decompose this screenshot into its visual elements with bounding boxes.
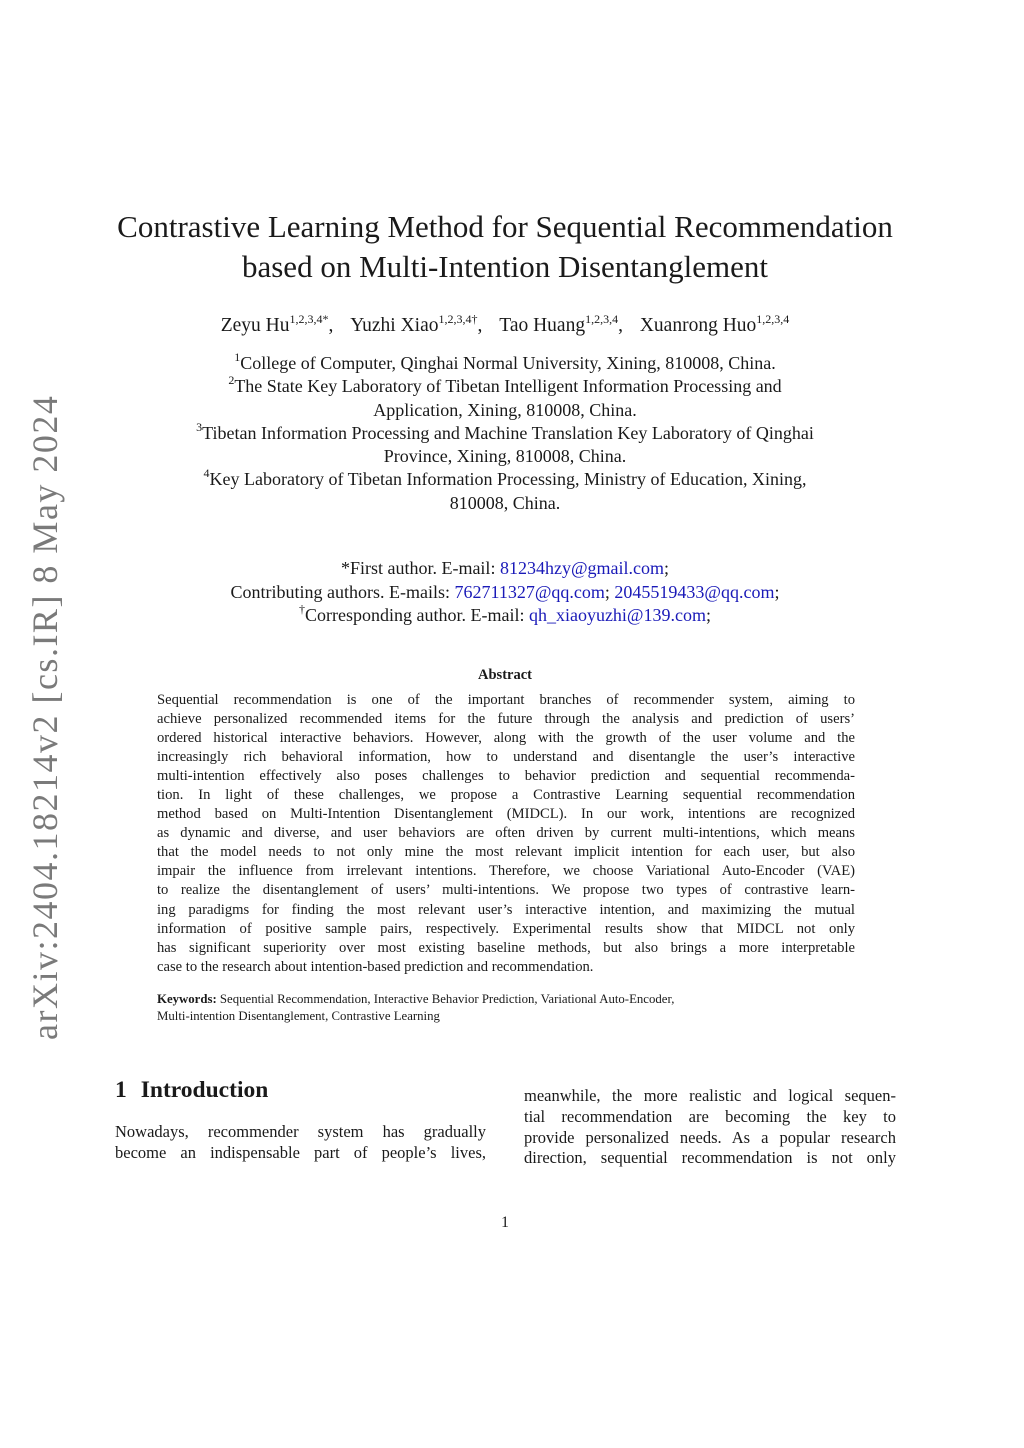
keywords bbox=[157, 991, 855, 1025]
abstract-line: impair the influence from irrelevant intentions. Therefore, we choose Variational Auto-Encoder (VAE) bbox=[157, 863, 855, 880]
author: Zeyu $Hu^{1,2,3,4*}$, bbox=[220, 312, 334, 336]
abstract-line: tion. In light of these challenges, we propose a Contrastive Learning sequential recommendation bbox=[157, 787, 855, 804]
first-author-contact: *First author. E-mail: 81234hzy@gmail.com; bbox=[340, 558, 670, 578]
email-link[interactable]: qh_xiaoyuzhi@139.com bbox=[528, 605, 706, 625]
abstract-line: ing paradigms for finding the most relevant user’s interactive intention, and maximizing the mutual bbox=[157, 901, 855, 918]
abstract-line: that the model needs to not only mine the most relevant implicit intention for each user, but also bbox=[157, 844, 855, 861]
author: Xuanrong Huo$^{1,2,3,4}$ bbox=[639, 312, 790, 336]
email-link[interactable]: 81234hzy@gmail.com bbox=[499, 558, 665, 578]
paper-title bbox=[100, 207, 910, 287]
body-column-left bbox=[115, 1122, 486, 1164]
email-link[interactable]: 2045519433@qq.com bbox=[614, 581, 775, 602]
affiliation: $^3$Tibetan Information Processing and Machine Translation Key Laboratory of Qinghai bbox=[196, 419, 814, 443]
author-list bbox=[100, 312, 910, 337]
title-line: based on Multi-Intention Disentanglement bbox=[241, 249, 769, 284]
abstract-line: has significant superiority over most existing baseline methods, but also brings a more interpretable bbox=[157, 939, 855, 956]
abstract-line: case to the research about intention-based prediction and recommendation. bbox=[157, 958, 594, 975]
contact-info bbox=[100, 557, 910, 628]
author: Tao Huang$^{1,2,3,4}$, bbox=[499, 312, 623, 336]
abstract-line: information of positive sample pairs, respectively. Experimental results show that MIDCL not only bbox=[157, 920, 855, 937]
abstract-heading: Abstract bbox=[478, 667, 532, 683]
body-line: direction, sequential recommendation is not only bbox=[524, 1148, 896, 1168]
affiliation: $^2$The State Key Laboratory of Tibetan Intelligent Information Processing and bbox=[228, 373, 782, 397]
abstract-line: increasingly rich behavioral information, how to understand and disentangle the user’s interactive bbox=[157, 749, 855, 766]
keywords-list-continued: Multi-intention Disentanglement, Contrastive Learning bbox=[157, 1009, 440, 1023]
abstract-line: multi-intention effectively also poses challenges to behavior prediction and sequential recommenda- bbox=[157, 768, 855, 785]
abstract-body bbox=[157, 691, 855, 977]
body-line: Nowadays, recommender system has gradually bbox=[115, 1122, 486, 1141]
abstract-line: ordered historical interactive behaviors. However, along with the growth of the user volume and the bbox=[157, 730, 855, 747]
affiliations bbox=[100, 352, 910, 515]
abstract-line: as dynamic and diverse, and user behaviors are often driven by current multi-intentions, which means bbox=[157, 825, 855, 842]
abstract-line: achieve personalized recommended items for the future through the analysis and prediction of users’ bbox=[157, 711, 855, 728]
body-line: become an indispensable part of people’s lives, bbox=[115, 1142, 486, 1162]
title-line: Contrastive Learning Method for Sequential Recommendation bbox=[117, 209, 893, 244]
affiliation-continued: 810008, China. bbox=[449, 492, 561, 513]
keywords-list: Sequential Recommendation, Interactive Behavior Prediction, Variational Auto-Encoder, bbox=[219, 992, 675, 1006]
affiliation: $^1$College of Computer, Qinghai Normal University, Xining, 810008, China. bbox=[234, 350, 776, 373]
body-column-right bbox=[524, 1086, 896, 1169]
body-line: meanwhile, the more realistic and logical sequen- bbox=[524, 1086, 896, 1105]
section-number: 1 bbox=[115, 1077, 127, 1103]
page-number: 1 bbox=[501, 1214, 509, 1231]
affiliation: $^4$Key Laboratory of Tibetan Information Processing, Ministry of Education, Xining, bbox=[203, 466, 807, 490]
abstract-line: Sequential recommendation is one of the important branches of recommender system, aiming to bbox=[157, 692, 855, 708]
corresponding-author-contact: †Corresponding author. E-mail: qh_xiaoyuzhi@139.com; bbox=[298, 602, 712, 625]
affiliation-continued: Province, Xining, 810008, China. bbox=[383, 446, 627, 467]
body-line: provide personalized needs. As a popular research bbox=[524, 1127, 896, 1147]
email-link[interactable]: 762711327@qq.com bbox=[454, 581, 605, 602]
contributing-authors-contact: Contributing authors. E-mails: 762711327@qq.com; 2045519433@qq.com; bbox=[230, 581, 780, 602]
section-heading bbox=[115, 1077, 268, 1104]
author: Yuzhi Xiao$^{1,2,3,4\dagger}$, bbox=[350, 312, 483, 336]
affiliation-continued: Application, Xining, 810008, China. bbox=[373, 399, 637, 420]
keywords-label: Keywords: bbox=[157, 992, 217, 1006]
abstract-line: method based on Multi-Intention Disentanglement (MIDCL). In our work, intentions are recognized bbox=[157, 806, 855, 823]
body-line: tial recommendation are becoming the key to bbox=[524, 1106, 896, 1126]
section-title: Introduction bbox=[140, 1077, 269, 1103]
arxiv-identifier: arXiv:2404.18214v2 [cs.IR] 8 May 2024 bbox=[25, 394, 65, 1040]
abstract-line: to realize the disentanglement of users’ multi-intentions. We propose two types of contrastive learn- bbox=[157, 882, 855, 899]
